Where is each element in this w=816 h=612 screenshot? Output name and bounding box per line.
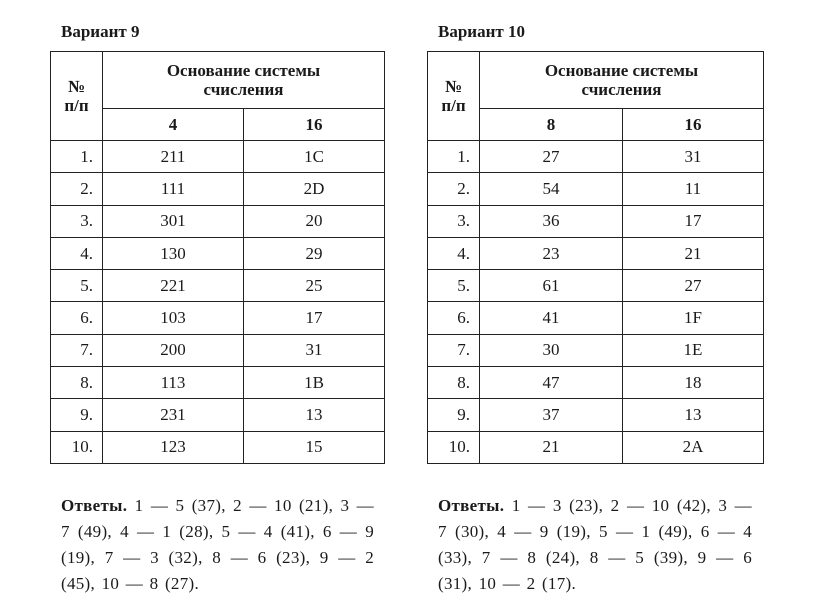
row-number: 2. bbox=[51, 173, 103, 205]
row-number: 3. bbox=[51, 205, 103, 237]
num-header: № п/п bbox=[51, 52, 103, 141]
hex-value-cell: 25 bbox=[244, 270, 385, 302]
row-number: 6. bbox=[428, 302, 480, 334]
hex-value-cell: 31 bbox=[244, 334, 385, 366]
value-cell: 301 bbox=[103, 205, 244, 237]
value-cell: 130 bbox=[103, 237, 244, 269]
value-cell: 103 bbox=[103, 302, 244, 334]
hex-value-cell: 15 bbox=[244, 431, 385, 463]
value-cell: 113 bbox=[103, 367, 244, 399]
hex-value-cell: 21 bbox=[623, 237, 764, 269]
row-number: 4. bbox=[428, 237, 480, 269]
table-row bbox=[428, 367, 764, 399]
value-cell: 36 bbox=[480, 205, 623, 237]
row-number: 10. bbox=[51, 431, 103, 463]
base-header: Основание системы счисления bbox=[103, 52, 385, 109]
value-cell: 41 bbox=[480, 302, 623, 334]
value-cell: 27 bbox=[480, 141, 623, 173]
row-number: 7. bbox=[428, 334, 480, 366]
hex-value-cell: 2A bbox=[623, 431, 764, 463]
table-row bbox=[428, 334, 764, 366]
base-4-header: 4 bbox=[103, 109, 244, 141]
hex-value-cell: 31 bbox=[623, 141, 764, 173]
variant-10-table bbox=[427, 51, 764, 464]
variant-9-answers bbox=[61, 493, 374, 597]
table-row bbox=[51, 205, 385, 237]
variant-10-title: Вариант 10 bbox=[438, 22, 525, 41]
variant-10-rows bbox=[428, 141, 764, 464]
base-8-header: 8 bbox=[480, 109, 623, 141]
row-number: 8. bbox=[428, 367, 480, 399]
table-row bbox=[428, 173, 764, 205]
hex-value-cell: 11 bbox=[623, 173, 764, 205]
value-cell: 54 bbox=[480, 173, 623, 205]
hex-value-cell: 1B bbox=[244, 367, 385, 399]
hex-value-cell: 13 bbox=[623, 399, 764, 431]
answers-label: Ответы. bbox=[61, 496, 128, 515]
value-cell: 23 bbox=[480, 237, 623, 269]
answers-label: Ответы. bbox=[438, 496, 505, 515]
table-row bbox=[428, 141, 764, 173]
row-number: 6. bbox=[51, 302, 103, 334]
table-row bbox=[51, 334, 385, 366]
row-number: 3. bbox=[428, 205, 480, 237]
row-number: 1. bbox=[428, 141, 480, 173]
variant-9-rows bbox=[51, 141, 385, 464]
table-row bbox=[428, 302, 764, 334]
table-row bbox=[51, 367, 385, 399]
value-cell: 211 bbox=[103, 141, 244, 173]
hex-value-cell: 2D bbox=[244, 173, 385, 205]
value-cell: 21 bbox=[480, 431, 623, 463]
hex-value-cell: 1F bbox=[623, 302, 764, 334]
table-row bbox=[51, 237, 385, 269]
table-row bbox=[51, 302, 385, 334]
table-row bbox=[51, 431, 385, 463]
variant-9-table bbox=[50, 51, 385, 464]
base-16-header: 16 bbox=[244, 109, 385, 141]
hex-value-cell: 20 bbox=[244, 205, 385, 237]
table-row bbox=[428, 270, 764, 302]
hex-value-cell: 18 bbox=[623, 367, 764, 399]
variant-9-title: Вариант 9 bbox=[61, 22, 140, 41]
hex-value-cell: 1E bbox=[623, 334, 764, 366]
table-row bbox=[51, 399, 385, 431]
num-header: № п/п bbox=[428, 52, 480, 141]
value-cell: 123 bbox=[103, 431, 244, 463]
answers-text: 1 — 3 (23), 2 — 10 (42), 3 — 7 (30), 4 — 9 (19), 5 — 1 (49), 6 — 4 (33), 7 — 8 (24), 8 — 5 (39), 9 — 6 (31), 10 — 2 (17). bbox=[438, 496, 752, 593]
row-number: 7. bbox=[51, 334, 103, 366]
value-cell: 37 bbox=[480, 399, 623, 431]
table-row bbox=[428, 205, 764, 237]
row-number: 8. bbox=[51, 367, 103, 399]
value-cell: 47 bbox=[480, 367, 623, 399]
table-row bbox=[51, 270, 385, 302]
row-number: 5. bbox=[428, 270, 480, 302]
value-cell: 221 bbox=[103, 270, 244, 302]
row-number: 4. bbox=[51, 237, 103, 269]
hex-value-cell: 29 bbox=[244, 237, 385, 269]
table-row bbox=[428, 237, 764, 269]
row-number: 5. bbox=[51, 270, 103, 302]
row-number: 2. bbox=[428, 173, 480, 205]
hex-value-cell: 17 bbox=[623, 205, 764, 237]
hex-value-cell: 13 bbox=[244, 399, 385, 431]
row-number: 9. bbox=[51, 399, 103, 431]
value-cell: 200 bbox=[103, 334, 244, 366]
value-cell: 111 bbox=[103, 173, 244, 205]
hex-value-cell: 1C bbox=[244, 141, 385, 173]
row-number: 9. bbox=[428, 399, 480, 431]
value-cell: 61 bbox=[480, 270, 623, 302]
table-row bbox=[51, 141, 385, 173]
table-row bbox=[51, 173, 385, 205]
row-number: 1. bbox=[51, 141, 103, 173]
variant-10-answers bbox=[438, 493, 752, 597]
row-number: 10. bbox=[428, 431, 480, 463]
table-row bbox=[428, 399, 764, 431]
value-cell: 231 bbox=[103, 399, 244, 431]
table-row bbox=[428, 431, 764, 463]
hex-value-cell: 27 bbox=[623, 270, 764, 302]
base-16-header: 16 bbox=[623, 109, 764, 141]
base-header: Основание системы счисления bbox=[480, 52, 764, 109]
answers-text: 1 — 5 (37), 2 — 10 (21), 3 — 7 (49), 4 — 1 (28), 5 — 4 (41), 6 — 9 (19), 7 — 3 (32), 8 — 6 (23), 9 — 2 (45), 10 — 8 (27). bbox=[61, 496, 374, 593]
hex-value-cell: 17 bbox=[244, 302, 385, 334]
value-cell: 30 bbox=[480, 334, 623, 366]
